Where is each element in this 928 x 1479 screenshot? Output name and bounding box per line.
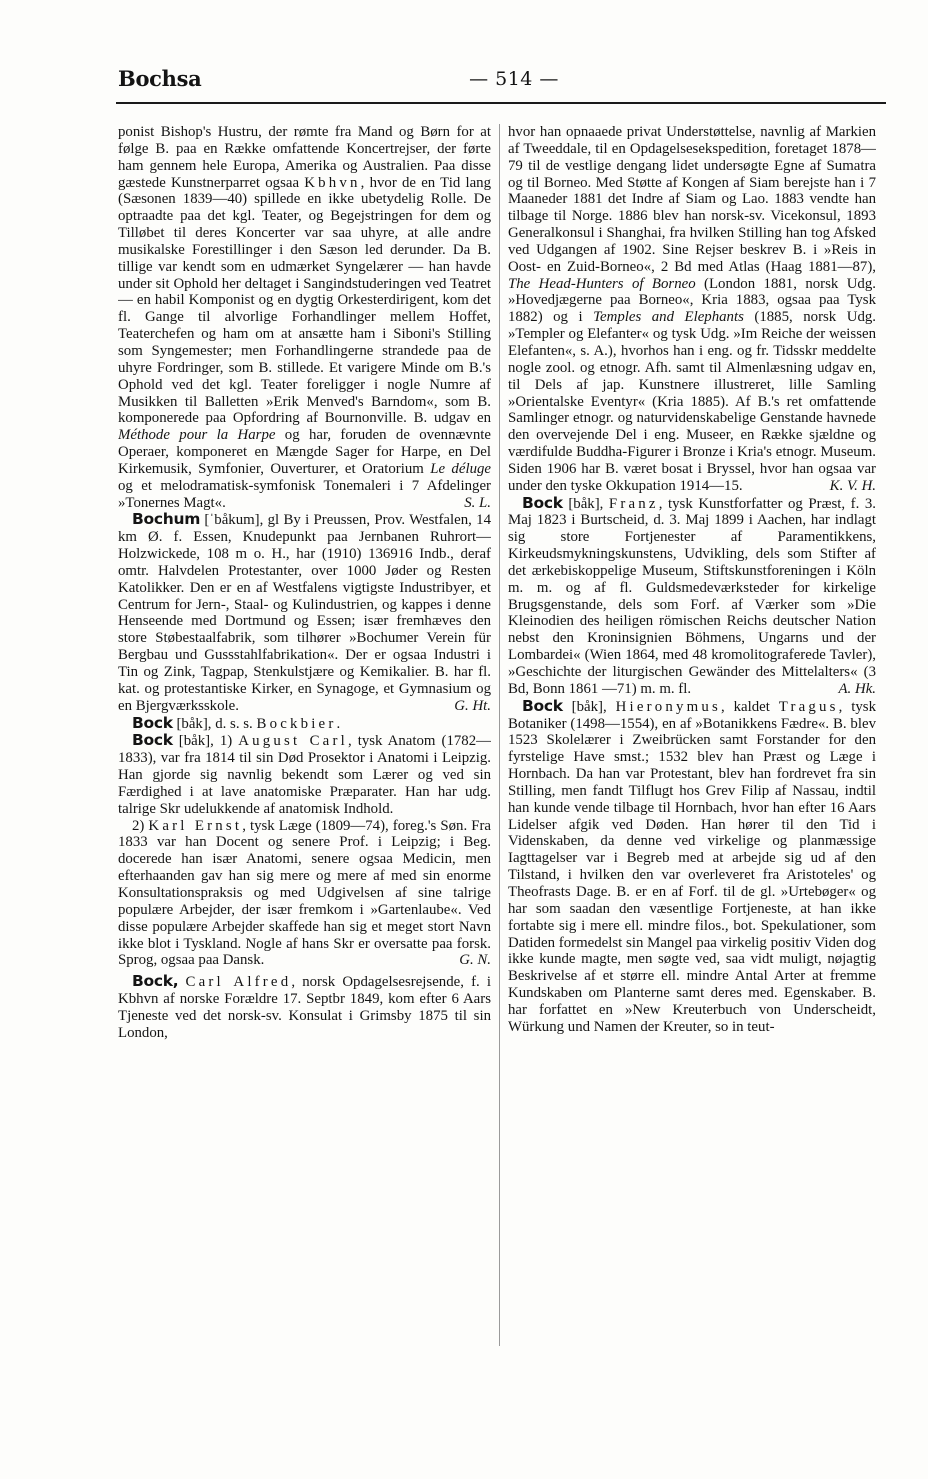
- person-name: Franz: [608, 495, 659, 512]
- text: (London 1881, norsk Udg. »Hovedjægerne paa Borneo«, Kria 1883, ogsaa paa Tysk 1882) og i: [508, 275, 876, 326]
- text: , tysk Botaniker (1498—1554), en af »Botanikkens Fædre«. B. blev 1523 Skolelærer i Zweibrücken samt Forstander for den fyrstelige Have smst.; 1532 blev han Præst og Læge i Hornbach. Da han var Protestant, blev han fordrevet fra sin Stilling, men fandt Tilflugt hos Grev Filip af Nassau, indtil han kunde vende tilbage til Hornbach, hvor han efter 16 Aars Lidelser afgik ved Døden. Han hører til den Tid i Videnskaben, da denne ved virkelige og planmæssige Iagttagelser var i Begreb med at arbejde sig ud af den Tilstand, i hvilken den var overleveret fra Aristoteles' og Theofrasts Dage. B. er en af Forf. til de gl. »Urtebøger« og har som saadan den væsentlige Fortjeneste, at han ikke fortabte sig i mere ell. mindre filos., bot. Spekulationer, som Datiden formedelst sin Mangel paa virkelig positiv Viden dog ikke kunde magte, men søgte ved, saa vidt muligt, nøjagtig Beskrivelse af et større ell. mindre Antal Arter at fremme Kundskaben om Planterne samt deres med. Egenskaber. B. har forfattet en »New Kreuterbuch von Underscheidt, Würkung und Namen der Kreuter, so in teut-: [508, 698, 876, 1035]
- header-rule: [116, 102, 886, 104]
- entry-bochum: [118, 511, 491, 714]
- headword: Bock,: [132, 972, 179, 991]
- text: [båk], d. s. s.: [172, 715, 257, 732]
- running-head: Bochsa: [118, 66, 202, 91]
- text: .: [336, 715, 341, 732]
- entry-bock-bier: [118, 715, 491, 733]
- cross-reference: Bockbier: [256, 715, 337, 732]
- author-signature: K. V. H.: [829, 477, 876, 494]
- text: , norsk Opdagelsesrejsende, f. i Kbhvn af norske Forældre 17. Septbr 1849, kom efter 6 Aars Tjeneste ved det norsk-sv. Konsulat i Grimsby 1875 til sin London,: [118, 974, 491, 1041]
- column-divider: [499, 124, 500, 1346]
- text: [båk],: [562, 495, 609, 512]
- page-header: [118, 62, 884, 102]
- text: 2): [132, 817, 149, 834]
- text: , tysk Læge (1809—74), foreg.'s Søn. Fra 1833 var han Docent og senere Prof. i Leipzig; i Beg. docerede han især Anatomi, senere ogsaa Medicin, men efterhaanden gav han sig mere og mere af med sin enorme Konsultationspraksis og med Udgivelsen af sine talrige populære Arbejder, der især fremkom i »Gartenlaube«. Ved disse populære Arbejder skaffede han sig et meget stort Navn ikke blot i Tyskland. Nogle af hans Skr er oversatte paa forsk. Sprog, ogsaa paa Dansk.: [118, 817, 491, 969]
- headword: Bochum: [132, 510, 201, 529]
- text: [ˈbåkum], gl By i Preussen, Prov. Westfalen, 14 km Ø. f. Essen, Knudepunkt paa Jernbanen Ruhrort—Holzwickede, 108 m o. H., har (1910) 136916 Indb., deraf omtr. Halvdelen Protestanter, over 1000 Jøder og Resten Katolikker. Den er en af Westfalens vigtigste Industribyer, et Centrum for Jern-, Staal- og Kulindustrien, og kappes i denne Henseende med Dortmund og Essen; især fremhæves den store Støbestaalfabrik, som tilhører »Bochumer Verein für Bergbau und Gussstahlfabrikation«. Der er ogsaa Industri i Tin og Zink, Tagpap, Stenkulstjære og Kemikalier. B. har fl. kat. og protestantiske Kirker, en Synagoge, et Gymnasium og en Bjergværksskole.: [118, 512, 491, 714]
- left-column: [118, 124, 491, 1354]
- text: og har, foruden de ovennævnte Operaer, komponeret en Mængde Sager for Harpe, en Del Kirkemusik, Symfonier, Ouverturer, et Oratorium: [118, 427, 491, 477]
- text: ponist Bishop's Hustru, der rømte fra Mand og Børn for at følge B. paa en Række omfattende Koncertrejser, der førte ham gennem hele Europa, Amerika og Australien. Paa disse gæstede Kunstnerparret ogsaa: [118, 124, 491, 191]
- text: , tysk Kunstforfatter og Præst, f. 3. Maj 1823 i Burtscheid, d. 3. Maj 1899 i Aachen, har indlagt sig store Fortjenester af Paramentikkens, Kirkeudsmykningskunstens, Udvikling, dels som Stifter af det ærkebiskoppelige Museum, Stiftskunstforeningen i Köln m. m. og af fl. Guldsmedeværksteder for kirkelige Brugsgenstande, dels som Forf. af Værker som »Die Kleinodien des heiligen römischen Reichs deutscher Nation nebst den Kroninsignien Böhmens, Ungarns und der Lombardei« (Wien 1864, med 48 kromolitograferede Tavler), »Geschichte der liturgischen Gewänder des Mittelalters« (3 Bd, Bonn 1861 —71) m. m. fl.: [508, 495, 876, 697]
- text: hvor han opnaaede privat Understøttelse, navnlig af Markien af Tweeddale, til en Opdagelsesekspedition, foretaget 1878—79 til de vestlige dengang lidet undersøgte Egne af Sumatra og til Borneo. Med Støtte af Kongen af Siam berejste han i 7 Maaneder 1881 det Indre af Siam og Lao. 1883 vendte han tilbage til Norge. 1886 blev han norsk-sv. Vicekonsul, 1893 Generalkonsul i Shanghai, fra hvilken Stilling han tog Afsked ved Udgangen af 1902. Sine Rejser beskrev B. i »Reis in Oost- en Zuid-Borneo«, 2 Bd med Atlas (Haag 1881—87),: [508, 124, 876, 275]
- work-title: The Head-Hunters of Borneo: [508, 275, 696, 292]
- person-name: Karl Ernst: [148, 817, 243, 834]
- place-name: Kbhvn: [304, 174, 361, 191]
- entry-bock-franz: [508, 495, 876, 698]
- right-column: [508, 124, 876, 1354]
- work-title: Temples and Elephants: [593, 309, 744, 326]
- entry-bock-karl-ernst: [118, 818, 491, 970]
- text: , tysk Anatom (1782—1833), var fra 1814 til sin Død Prosektor i Anatomi i Leipzig. Han gjorde sig navnlig bekendt som Lærer og ved sin Færdighed i at lave anatomiske Præparater. Han har udg. talrige Skr udelukkende af anatomisk Indhold.: [118, 733, 491, 817]
- author-signature: A. Hk.: [838, 680, 876, 697]
- entry-bock-august-carl: [118, 732, 491, 817]
- headword: Bock: [132, 713, 173, 732]
- headword: Bock: [522, 696, 563, 715]
- text: (1885, norsk Udg. »Templer og Elefanter« og tysk Udg. »Im Reiche der weissen Elefanten«, s. A.), hvorhos han i eng. og fr. Tidsskr meddelte nogle zool. og etnogr. Afh. samt til Almenlæsning udgav en, til Dels af jap. Kunstnere illustreret, lille Samling »Orientalske Eventyr« (Kria 1885). Af B.'s ret omfattende Samlinger etnogr. og naturvidenskabelige Genstande havnede den overvejende Del i eng. Museer, en Række sjældne og værdifulde Buddha-Figurer i Bronze i Kria's etnogr. Museum. Siden 1906 har B. været bosat i Bryssel, hvor han ogsaa var under den tyske Okkupation 1914—15.: [508, 309, 876, 494]
- page-number: — 514 —: [469, 68, 559, 90]
- entry-bock-carl-alfred: [118, 973, 491, 1041]
- text: og et melodramatisk-symfonisk Tonemaleri i 7 Afdelinger »Tonernes Magt«.: [118, 477, 491, 511]
- text: , kaldet: [720, 698, 779, 715]
- entry-bock-hieronymus: [508, 698, 876, 1036]
- author-signature: S. L.: [464, 494, 491, 511]
- author-signature: G. Ht.: [454, 697, 491, 714]
- work-title: Le déluge: [430, 460, 491, 477]
- headword: Bock: [522, 493, 563, 512]
- author-signature: G. N.: [459, 952, 491, 969]
- person-name: Hieronymus: [615, 698, 721, 715]
- text: , hvor de en Tid lang (Sæsonen 1839—40) spillede en ikke ubetydelig Rolle. De optraadte paa det kgl. Teater, og Begejstringen for dem og Tilløbet til deres Koncerter var saa uhyre, at alle andre musikalske Forestillinger i den Sæson led derunder. Da B. tillige var kendt som en udmærket Syngelærer — han havde under sit Ophold her deltaget i Sangindstuderingen ved Teatret — en habil Komponist og en dygtig Orkesterdirigent, kom det fl. Gange til alvorlige Forhandlinger mellem Hoffet, Teaterchefen og ham om at ansætte ham i Siboni's Stilling som Syngemester; men Forhandlingerne strandede paa de uhyre Fordringer, som B. stillede. Et varigere Minde om B.'s Ophold ved det kgl. Teater foreligger i nogle Numre af Musikken til Balletten »Erik Menved's Barndom«, som B. komponerede paa Opfordring af Bournonville. B. udgav en: [118, 174, 491, 427]
- entry-bock-carl-alfred-continued: [508, 124, 876, 495]
- work-title: Méthode pour la Harpe: [118, 427, 276, 444]
- person-name: August Carl: [238, 733, 348, 750]
- entry-bochsa-continued: [118, 124, 491, 511]
- text: [båk], 1): [172, 733, 239, 750]
- person-name: Carl Alfred: [185, 974, 292, 991]
- person-alias: Tragus: [778, 698, 839, 715]
- text: [båk],: [562, 698, 616, 715]
- headword: Bock: [132, 731, 173, 750]
